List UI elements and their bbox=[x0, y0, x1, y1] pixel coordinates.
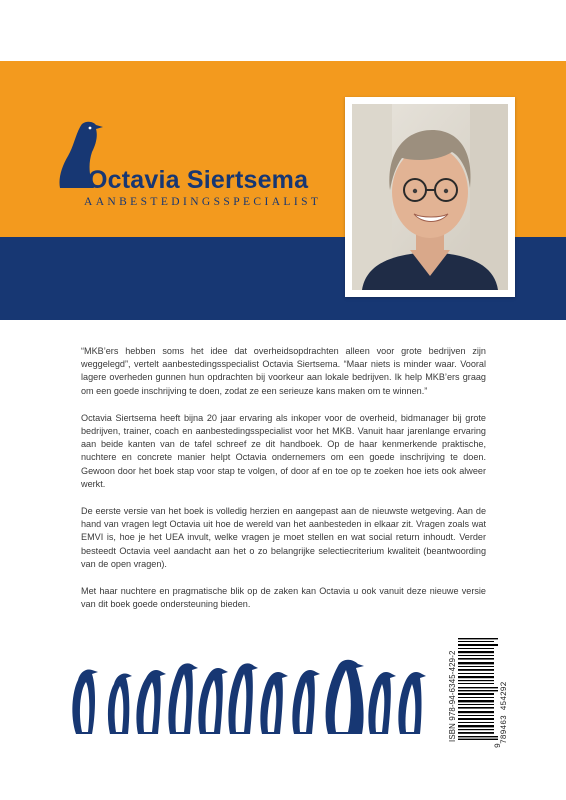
paragraph-1: “MKB’ers hebben soms het idee dat overheidsopdrachten alleen voor grote bedrijven zijn weggelegd”, vertelt aanbestedingsspecialist Octavia Siertsema. “Maar niets is minder waar. Vooral lagere overheden gunnen hun opdrachten bij voorkeur aan lokale bedrijven. Ik help MKB’ers graag om een goede inschrijving te doen, zodat ze een serieuze kans maken om te winnen.” bbox=[81, 346, 486, 396]
paragraph-4: Met haar nuchtere en pragmatische blik op de zaken kan Octavia u ook vanuit deze nieuwe versie van dit boek goede ondersteuning bieden. bbox=[81, 586, 486, 610]
penguin-icon bbox=[168, 663, 198, 734]
brand-subtitle: AANBESTEDINGSSPECIALIST bbox=[84, 196, 322, 208]
author-photo bbox=[345, 97, 515, 297]
back-cover-text bbox=[81, 345, 486, 625]
penguin-icon bbox=[398, 672, 426, 734]
penguin-icon bbox=[260, 672, 288, 734]
brand-name-rest: ctavia Siertsema bbox=[107, 166, 309, 194]
emperor-penguin-icon bbox=[326, 660, 364, 734]
barcode-bars bbox=[458, 638, 498, 740]
penguin-icon bbox=[72, 669, 98, 734]
penguin-icon bbox=[368, 672, 396, 734]
isbn-label: ISBN 978-94-6345-429-2 bbox=[448, 650, 457, 742]
barcode-digits: 789463 454292 bbox=[500, 681, 509, 744]
paragraph-3: De eerste versie van het boek is volledig herzien en aangepast aan de nieuwste wetgeving. Aan de hand van vragen legt Octavia uit hoe de wereld van het aanbesteden in elkaar zit. Vragen zoals wat EMVI is, hoe je het UEA invult, welke vragen je moet stellen en wat social return inhoudt. Verder besteedt Octavia veel aandacht aan het o zo belangrijke selectiecriterium kwaliteit (beantwoording van de open vragen). bbox=[81, 506, 486, 569]
author-portrait bbox=[352, 104, 508, 290]
penguin-row-illustration bbox=[66, 656, 438, 738]
paragraph-2: Octavia Siertsema heeft bijna 20 jaar ervaring als inkoper voor de overheid, bidmanager bij grote bedrijven, trainer, coach en aanbestedingsspecialist voor het MKB. Vanuit haar jarenlange ervaring aan beide kanten van de tafel schreef ze dit handboek. Op de haar kenmerkende praktische, nuchtere en concrete manier helpt Octavia ondernemers om een goede inschrijving te doen. Gewoon door het boek stap voor stap te volgen, of door af en toe op te zoeken hoe iets ook alweer werkt. bbox=[81, 412, 486, 489]
penguin-icon bbox=[136, 670, 166, 734]
barcode-lead-digit: 9 bbox=[494, 743, 503, 748]
penguin-icon bbox=[292, 670, 320, 734]
brand-name bbox=[88, 166, 308, 195]
penguin-icon bbox=[198, 668, 228, 734]
penguin-icon bbox=[108, 673, 132, 734]
penguin-icon bbox=[228, 663, 258, 734]
brand-name-initial: O bbox=[88, 166, 108, 194]
brand-logo bbox=[54, 118, 334, 218]
